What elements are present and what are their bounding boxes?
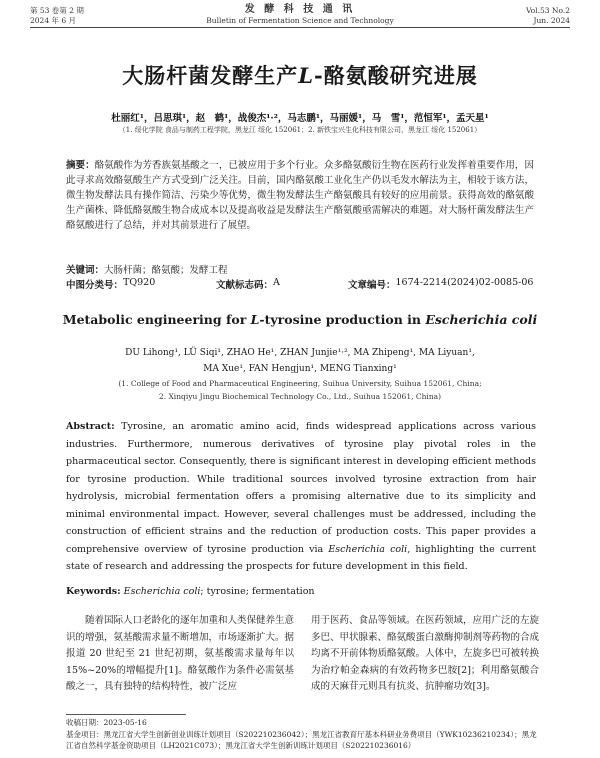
body-column-left: 随着国际人口老龄化的逐年加重和人类保健养生意识的增强，氨基酸需求量不断增加，市场逐渐扩大。据报道 20 世纪至 21 世纪初期，氨基酸需求量每年以 15%~20%的增幅提升[1]。酪氨酸作为条件必需氨基酸之一，具有独特的结构特性，被广泛应 <box>66 615 295 692</box>
journal-title-en: Bulletin of Fermentation Science and Technology <box>206 16 394 25</box>
affiliations-en: (1. College of Food and Pharmaceutical Engineering, Suihua University, Suihua 152061, China; 2. Xinqiyu Jingu Biochemical Technology Co., Ltd., Suihua 152061, China) <box>118 379 482 401</box>
date-en: Jun. 2024 <box>533 16 570 25</box>
affiliations-cn: （1. 绥化学院 食品与制药工程学院，黑龙江 绥化 152061；2. 新铁宝兴生化科技有限公司，黑龙江 绥化 152061） <box>118 126 482 134</box>
volume-en: Vol.53 No.2 <box>525 6 570 15</box>
abstract-cn: 摘要：酪氨酸作为芳香族氨基酸之一，已被应用于多个行业。众多酪氨酸衍生物在医药行业发挥着重要作用，因此寻求高效酪氨酸生产方式受到广泛关注。目前，国内酪氨酸工业化生产仍以毛发水解法为主，相较于该方法，微生物发酵法具有操作简洁、污染少等优势，微生物发酵法生产酪氨酸具有较好的应用前景。获得高效的酪氨酸生产菌株、降低酪氨酸生物合成成本以及提高收益是发酵法生产酪氨酸亟需解决的难题。对大肠杆菌发酵法生产酪氨酸进行了总结，并对其前景进行了展望。 <box>66 160 534 231</box>
footnotes <box>66 717 540 752</box>
journal-title-cn: 发 酵 科 技 通 讯 <box>244 4 356 15</box>
clc-number: 中图分类号： TQ920 <box>66 277 156 291</box>
body-column-right: 用于医药、食品等领域。在医药领域，应用广泛的左旋多巴、甲状腺素、酪氨酸蛋白激酶抑制剂等药物的合成均离不开前体物质酪氨酸。人体中，左旋多巴可被转换为治疗帕金森病的有效药物多巴胺[2]；利用酪氨酸合成的天麻苷元则具有抗炎、抗肿瘤功效[3]。 <box>311 615 540 692</box>
header-right <box>526 6 570 26</box>
header-center <box>0 4 600 26</box>
title-en: Metabolic engineering for L-tyrosine production in Escherichia coli <box>62 312 538 327</box>
date-cn: 2024 年 6 月 <box>30 16 77 25</box>
authors-cn: 杜丽红¹，吕思琪¹，赵 鹤¹，战俊杰¹·²，马志鹏¹，马丽媛¹，马 雪¹，范恒军¹，孟天星¹ <box>111 113 489 124</box>
title-cn: 大肠杆菌发酵生产L-酪氨酸研究进展 <box>122 63 478 88</box>
keywords-cn: 关键词：大肠杆菌；酪氨酸；发酵工程 <box>66 265 228 276</box>
authors-en: DU Lihong¹, LÜ Siqi¹, ZHAO He¹, ZHAN Junjie¹·², MA Zhipeng¹, MA Liyuan¹, MA Xue¹, FAN Hengjun¹, MENG Tianxing¹ <box>125 348 475 374</box>
fund-info: 基金项目：黑龙江省大学生创新创业训练计划项目（S202210236042）；黑龙江省教育厅基本科研业务费项目（YWK10236210234）；黑龙江省自然科学基金资助项目（LH2021C073）；黑龙江省大学生创新训练计划项目（S202210236016） <box>66 729 537 750</box>
volume-cn: 第 53 卷第 2 期 <box>30 6 84 15</box>
document-code: 文献标志码： A <box>216 277 280 291</box>
footnote-rule <box>66 714 186 715</box>
abstract-en: Abstract: Tyrosine, an aromatic amino acid, finds widespread applications across various industries. Furthermore, numerous derivatives of tyrosine play pivotal roles in the pharmaceutical sector. Consequently, there is significant interest in developing efficient methods for tyrosine production. While traditional sources involved tyrosine extraction from hair hydrolysis, microbial fermentation offers a promising alternative due to its simplicity and minimal environmental impact. However, several challenges must be addressed, including the construction of efficient strains and the reduction of production costs. This paper provides a comprehensive overview of tyrosine production via Escherichia coli, highlighting the current state of research and addressing the prospects for future development in this field. <box>66 421 537 572</box>
keywords-en: Keywords: Escherichia coli; tyrosine; fermentation <box>66 586 315 597</box>
received-date: 收稿日期：2023-05-16 <box>66 718 147 727</box>
article-number: 文章编号： 1674-2214(2024)02-0085-06 <box>348 277 534 291</box>
header-rule <box>30 27 570 28</box>
